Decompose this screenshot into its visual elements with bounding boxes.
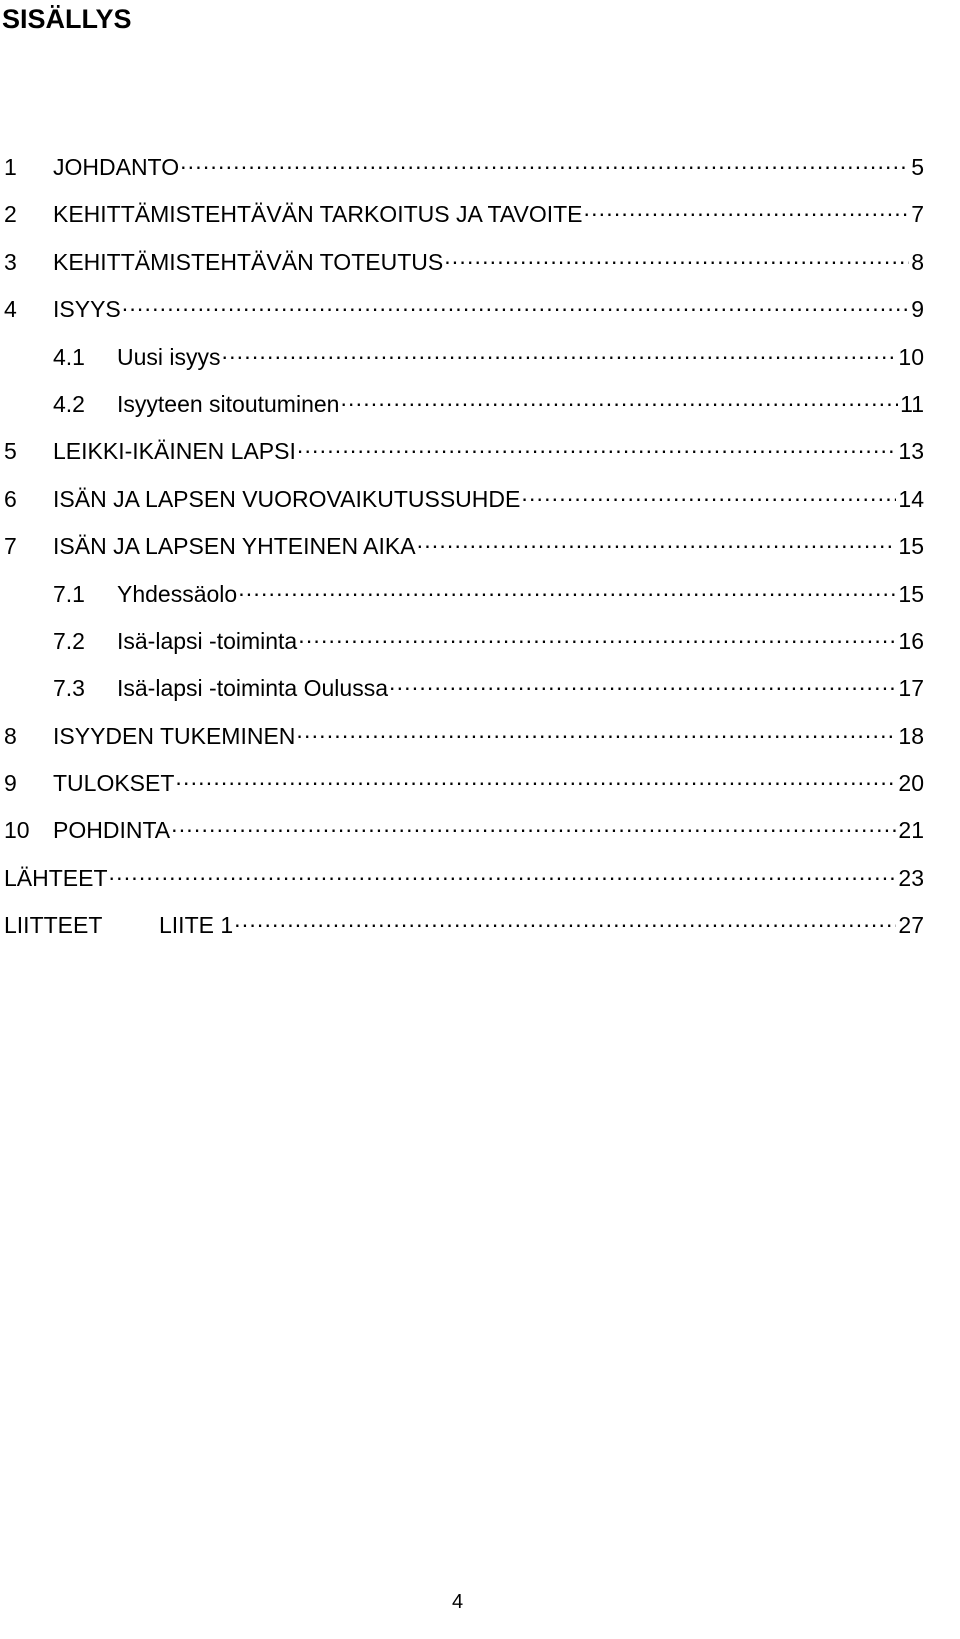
toc-entry-label: Isyyteen sitoutuminen: [117, 390, 340, 417]
toc-leader-dots: [417, 526, 897, 554]
toc-entry-label: KEHITTÄMISTEHTÄVÄN TARKOITUS JA TAVOITE: [53, 201, 583, 228]
toc-entry-label: Yhdessäolo: [117, 580, 238, 607]
toc-leader-dots: [234, 905, 896, 933]
toc-entry-number: 4.2: [53, 390, 85, 417]
toc-entry-label: TULOKSET: [53, 770, 175, 797]
toc-entry-label: LÄHTEET: [4, 864, 108, 891]
toc-entry-page: 15: [898, 580, 924, 607]
toc-entry[interactable]: [4, 526, 924, 573]
toc-leader-dots: [296, 716, 896, 744]
toc-leader-dots: [238, 574, 896, 602]
toc-leader-dots: [109, 858, 897, 886]
toc-entry-appendices[interactable]: [4, 905, 924, 952]
toc-entry-label: ISÄN JA LAPSEN YHTEINEN AIKA: [53, 533, 416, 560]
toc-entry-number: 3: [4, 248, 17, 275]
table-of-contents: [4, 147, 924, 953]
toc-entry-label: ISYYS: [53, 296, 121, 323]
toc-entry-number: 4: [4, 296, 17, 323]
toc-leader-dots: [444, 242, 909, 270]
toc-entry-number: 2: [4, 201, 17, 228]
toc-entry-page: 17: [898, 675, 924, 702]
toc-leader-dots: [180, 147, 909, 175]
toc-entry-page: 15: [898, 533, 924, 560]
toc-leader-dots: [521, 479, 896, 507]
toc-entry-page: 9: [911, 296, 924, 323]
toc-entry-page: 10: [898, 343, 924, 370]
toc-entry-label: Uusi isyys: [117, 343, 221, 370]
toc-leader-dots: [340, 384, 898, 412]
toc-subentry[interactable]: [4, 574, 924, 621]
toc-entry-number: 10: [4, 817, 30, 844]
toc-subentry[interactable]: [4, 337, 924, 384]
toc-subentry[interactable]: [4, 384, 924, 431]
toc-entry[interactable]: [4, 810, 924, 857]
toc-entry[interactable]: [4, 194, 924, 241]
toc-entry-number: 8: [4, 722, 17, 749]
toc-leader-dots: [298, 621, 896, 649]
toc-entry-label: JOHDANTO: [53, 154, 180, 180]
toc-entry-page: 7: [911, 201, 924, 228]
toc-entry[interactable]: [4, 242, 924, 289]
toc-leader-dots: [171, 810, 896, 838]
toc-leader-dots: [297, 431, 897, 459]
toc-entry-label: POHDINTA: [53, 817, 171, 844]
toc-entry-references[interactable]: [4, 858, 924, 905]
toc-entry-page: 23: [898, 864, 924, 891]
toc-entry[interactable]: [4, 763, 924, 810]
toc-entry-page: 14: [898, 485, 924, 512]
toc-leader-dots: [222, 337, 897, 365]
toc-leader-dots: [175, 763, 896, 791]
toc-entry[interactable]: [4, 716, 924, 763]
toc-leader-dots: [389, 668, 896, 696]
toc-subentry[interactable]: [4, 668, 924, 715]
toc-entry-label: LEIKKI-IKÄINEN LAPSI: [53, 438, 296, 465]
page-title: SISÄLLYS: [2, 4, 132, 34]
toc-entry[interactable]: [4, 431, 924, 478]
toc-entry-number: 7.1: [53, 580, 85, 607]
toc-entry-number: 6: [4, 485, 17, 512]
toc-entry-number: 4.1: [53, 343, 85, 370]
toc-entry-label: ISÄN JA LAPSEN VUOROVAIKUTUSSUHDE: [53, 485, 521, 512]
toc-entry-page: 21: [898, 817, 924, 844]
toc-entry-label: KEHITTÄMISTEHTÄVÄN TOTEUTUS: [53, 248, 444, 275]
toc-entry-page: 8: [911, 248, 924, 275]
toc-leader-dots: [584, 194, 910, 222]
toc-entry-number: 7: [4, 533, 17, 560]
toc-entry-number: 7.3: [53, 675, 85, 702]
toc-entry[interactable]: [4, 479, 924, 526]
toc-entry-label: Isä-lapsi -toiminta Oulussa: [117, 675, 388, 702]
toc-entry-page: 13: [898, 438, 924, 465]
toc-entry-label: LIITE 1: [159, 912, 234, 939]
toc-entry-label: ISYYDEN TUKEMINEN: [53, 722, 296, 749]
toc-entry-page: 18: [898, 722, 924, 749]
toc-entry[interactable]: [4, 147, 924, 194]
toc-entry-page: 16: [898, 627, 924, 654]
toc-entry-label: Isä-lapsi -toiminta: [117, 627, 298, 654]
toc-entry-number: 5: [4, 438, 17, 465]
toc-subentry[interactable]: [4, 621, 924, 668]
toc-entry-page: 11: [900, 390, 924, 417]
toc-entry-number: LIITTEET: [4, 912, 103, 939]
toc-entry-page: 20: [898, 770, 924, 797]
toc-entry-page: 5: [911, 154, 924, 180]
toc-entry-number: 9: [4, 770, 17, 797]
toc-entry-number: 1: [4, 154, 17, 180]
toc-entry-page: 27: [898, 912, 924, 939]
toc-entry-number: 7.2: [53, 627, 85, 654]
toc-entry[interactable]: [4, 289, 924, 336]
toc-leader-dots: [122, 289, 909, 317]
page-number: 4: [452, 1591, 464, 1613]
